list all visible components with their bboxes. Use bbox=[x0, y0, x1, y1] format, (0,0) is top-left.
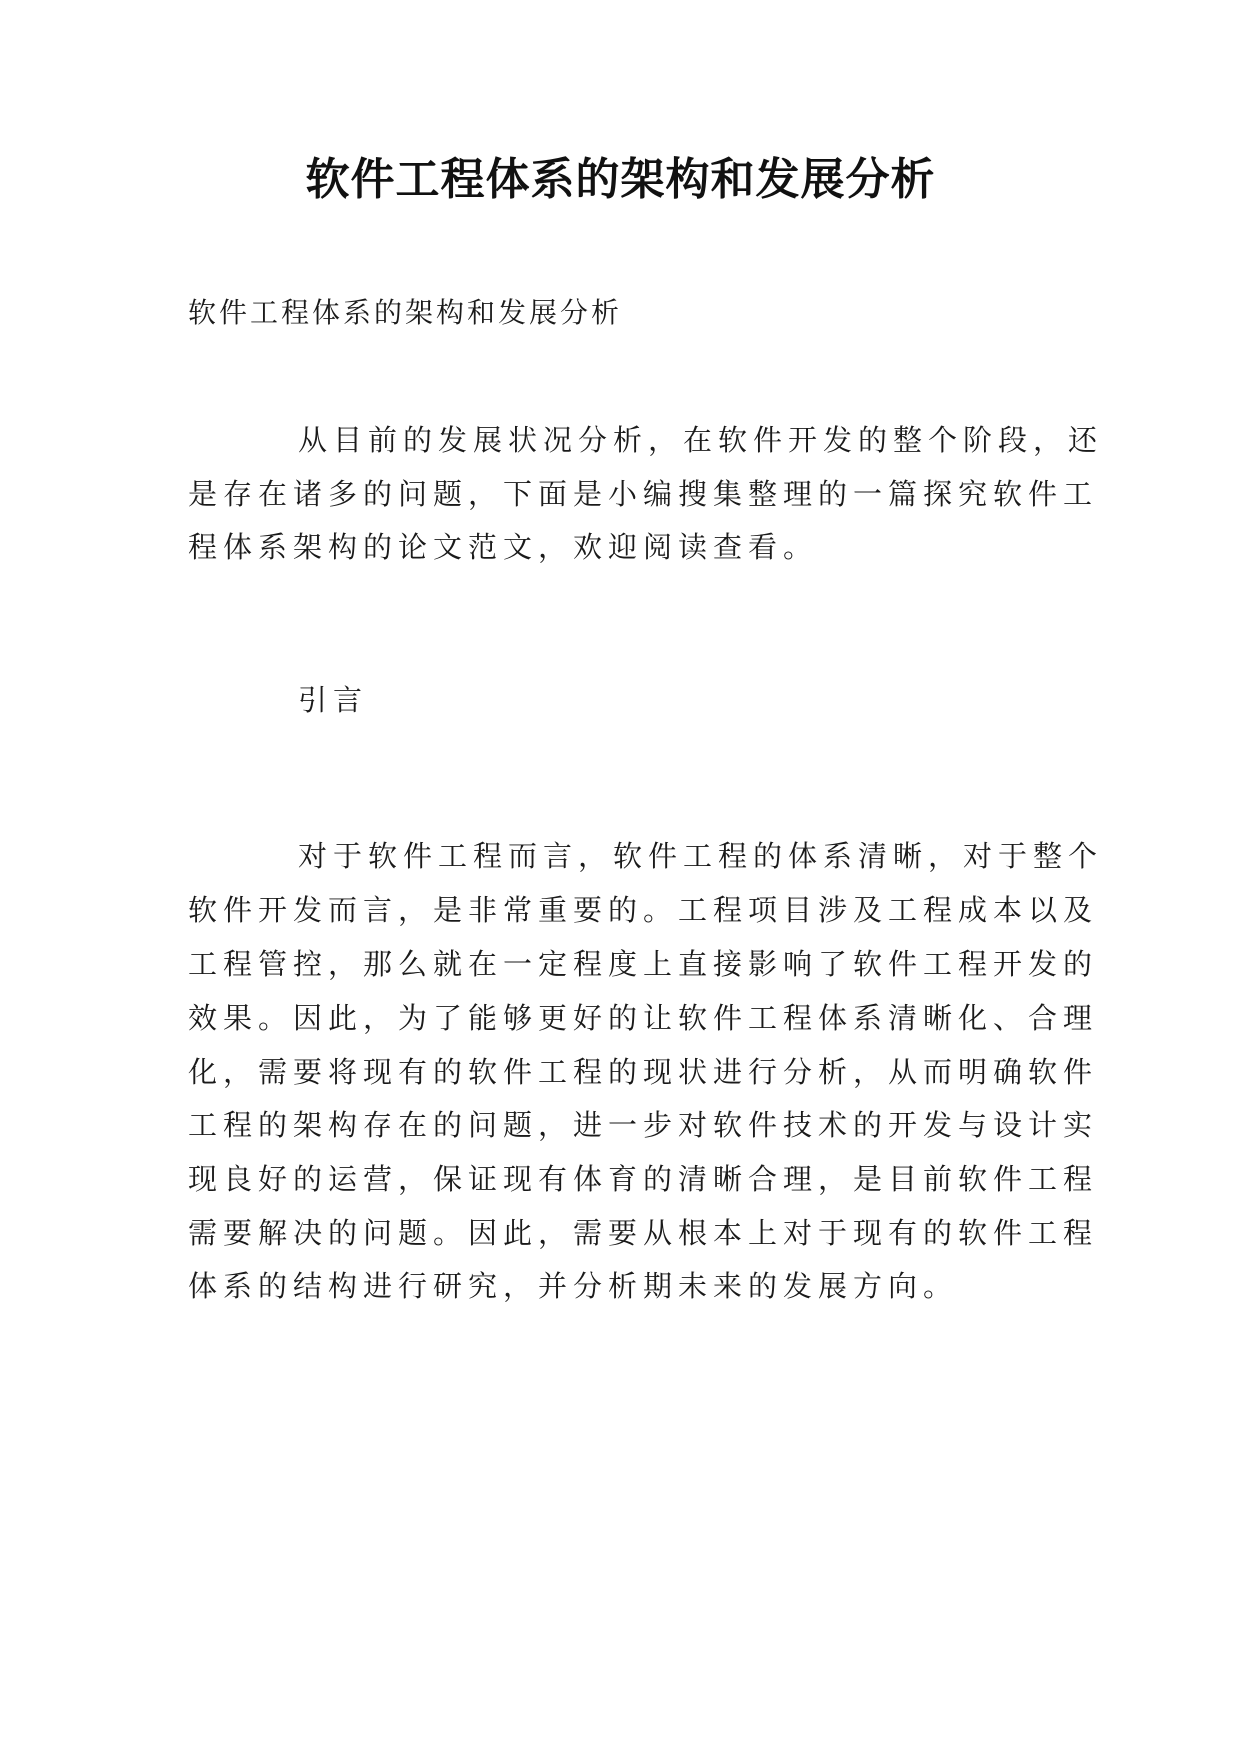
paragraph-line: 工程的架构存在的问题，进一步对软件技术的开发与设计实 bbox=[188, 1108, 1099, 1142]
paragraph-line: 化，需要将现有的软件工程的现状进行分析，从而明确软件 bbox=[188, 1055, 1099, 1089]
paragraph-line: 工程管控，那么就在一定程度上直接影响了软件工程开发的 bbox=[188, 947, 1099, 981]
document-title: 软件工程体系的架构和发展分析 bbox=[305, 154, 936, 205]
document-subtitle: 软件工程体系的架构和发展分析 bbox=[188, 296, 623, 329]
paragraph-line: 程体系架构的论文范文，欢迎阅读查看。 bbox=[188, 530, 819, 564]
paragraph-line: 软件开发而言，是非常重要的。工程项目涉及工程成本以及 bbox=[188, 893, 1099, 927]
paragraph-line: 需要解决的问题。因此，需要从根本上对于现有的软件工程 bbox=[188, 1216, 1099, 1250]
paragraph-line: 现良好的运营，保证现有体育的清晰合理，是目前软件工程 bbox=[188, 1162, 1099, 1196]
paragraph-line: 是存在诸多的问题，下面是小编搜集整理的一篇探究软件工 bbox=[188, 477, 1099, 511]
section-heading: 引言 bbox=[298, 683, 369, 717]
paragraph-line: 对于软件工程而言，软件工程的体系清晰，对于整个 bbox=[298, 839, 1104, 873]
paragraph-line: 体系的结构进行研究，并分析期未来的发展方向。 bbox=[188, 1269, 959, 1303]
paragraph-line: 效果。因此，为了能够更好的让软件工程体系清晰化、合理 bbox=[188, 1001, 1099, 1035]
paragraph-line: 从目前的发展状况分析，在软件开发的整个阶段，还 bbox=[298, 423, 1104, 457]
